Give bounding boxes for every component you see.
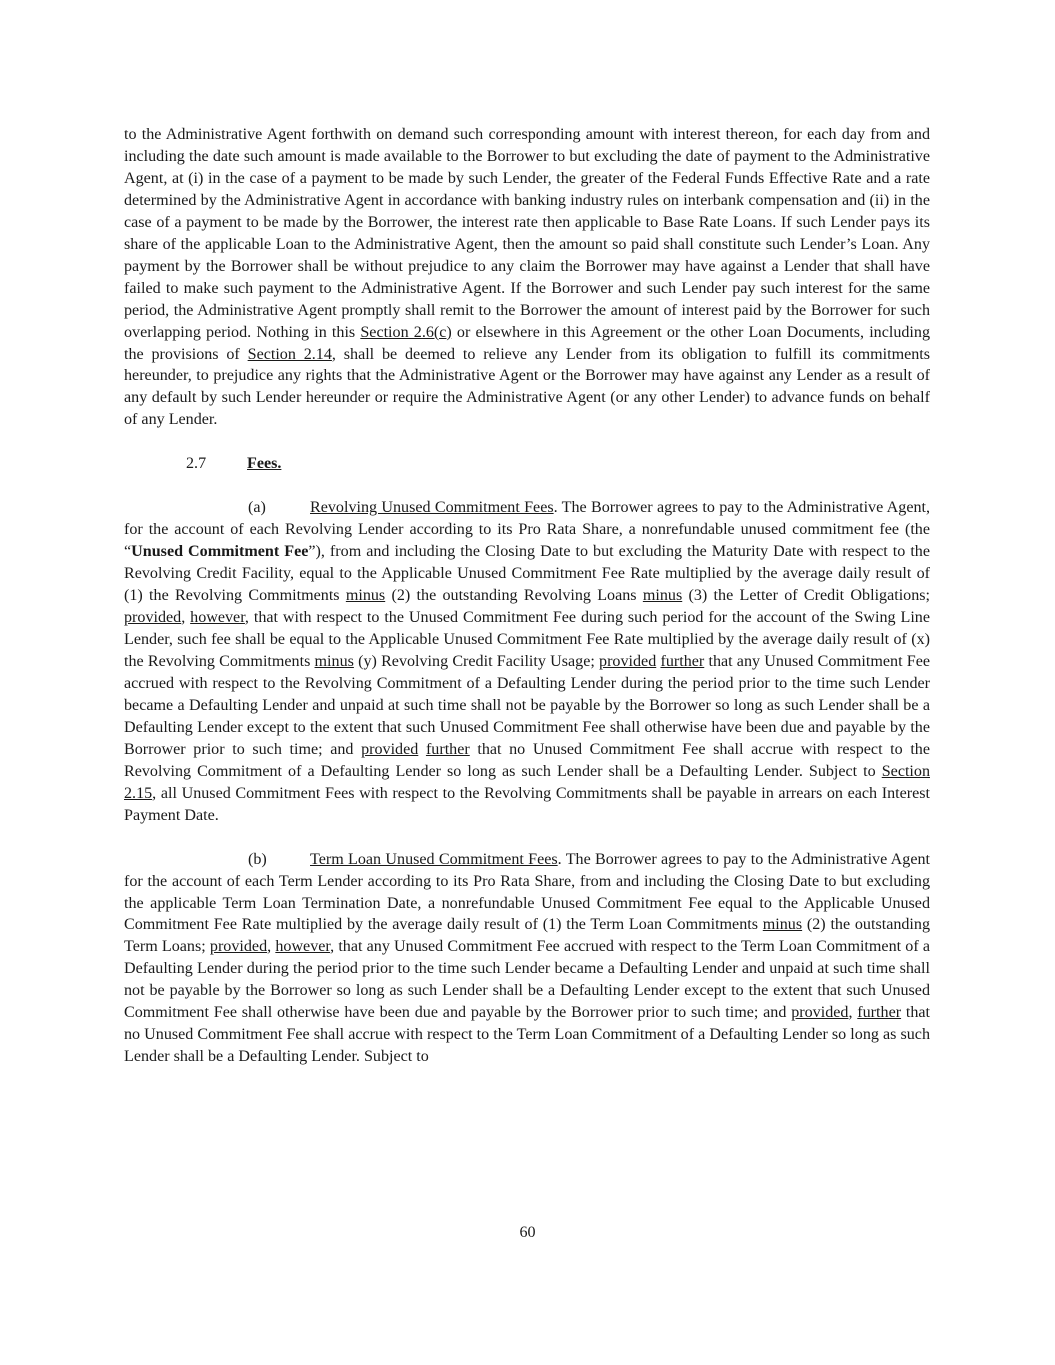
text-run: . The Borrower agrees to pay to the Administrative Agent for the account of each Term Lender according to its Pro Rata Share, from and including the Closing Date to but excluding the applicable Term Loan Termination Date, a nonrefundable Unused Commitment Fee equal to the Applicable Unused Commitment Fee Rate multiplied by the average daily result of (1) the Term Loan Commitments bbox=[124, 850, 931, 934]
text-run: or elsewhere in this Agreement or the other Loan Documents, including the provisions of bbox=[124, 323, 930, 363]
text-run: that no Unused Commitment Fee shall accrue with respect to the Term Loan Commitment of a Defaulting Lender so long as such Lender shall be a Defaulting Lender. Subject to bbox=[124, 1004, 931, 1066]
section-heading bbox=[124, 453, 930, 475]
section-title: Fees. bbox=[247, 455, 282, 473]
underlined-term: minus bbox=[642, 587, 683, 605]
section-ref-2-15: Section 2.15 bbox=[124, 762, 930, 802]
text-run: , bbox=[848, 1004, 858, 1022]
paragraph-label: (a) bbox=[248, 499, 266, 517]
text-run: , that with respect to the Unused Commitment Fee during such period for the account of the Swing Line Lender, such fee shall be equal to the Applicable Unused Commitment Fee Rate multiplied by the average daily result of (x) the Revolving Commitments bbox=[124, 609, 930, 670]
text-run: (y) Revolving Credit Facility Usage; bbox=[353, 652, 600, 670]
underlined-term: further bbox=[660, 652, 705, 670]
underlined-term: further bbox=[425, 740, 470, 758]
text-run: that any Unused Commitment Fee accrued with respect to the Revolving Commitment of a Defaulting Lender during the period prior to the time such Lender became a Defaulting Lender and unpaid at such time shall not be payable by the Borrower so long as such Lender shall be a Defaulting Lender except to the extent that such Unused Commitment Fee shall otherwise have been due and payable by the Borrower prior to such time; and bbox=[124, 652, 930, 758]
paragraph-a bbox=[124, 497, 930, 826]
page-number: 60 bbox=[519, 1224, 536, 1241]
underlined-term: minus bbox=[762, 916, 803, 934]
underlined-term: provided bbox=[361, 740, 419, 758]
underlined-term: provided bbox=[599, 652, 657, 670]
text-run: , bbox=[267, 938, 276, 956]
paragraph-heading: Revolving Unused Commitment Fees bbox=[310, 499, 554, 517]
paragraph-heading: Term Loan Unused Commitment Fees bbox=[310, 850, 558, 868]
section-number: 2.7 bbox=[186, 455, 207, 473]
text-run: that no Unused Commitment Fee shall accrue with respect to the Revolving Commitment of a Defaulting Lender so long as such Lender shall be a Defaulting Lender. Subject to bbox=[124, 740, 930, 780]
defined-term: Unused Commitment Fee bbox=[131, 543, 309, 561]
text-run: (2) the outstanding Revolving Loans bbox=[385, 587, 643, 605]
text-run bbox=[418, 741, 426, 758]
paragraph-label: (b) bbox=[248, 850, 267, 868]
text-run: , that any Unused Commitment Fee accrued with respect to the Term Loan Commitment of a Defaulting Lender during the period prior to the time such Lender became a Defaulting Lender and unpaid at such time shall not be payable by the Borrower so long as such Lender shall be a Defaulting Lender except to the extent that such Unused Commitment Fee shall otherwise have been due and payable by the Borrower prior to such time; and bbox=[124, 938, 931, 1022]
section-ref-2-6c: Section 2.6(c) bbox=[360, 323, 452, 341]
underlined-term: provided bbox=[209, 938, 268, 956]
section-ref-2-14: Section 2.14 bbox=[247, 345, 332, 363]
underlined-term: however bbox=[190, 609, 245, 627]
text-run: (3) the Letter of Credit Obligations; bbox=[682, 587, 930, 605]
underlined-term: provided bbox=[124, 609, 182, 627]
underlined-term: provided bbox=[791, 1004, 849, 1022]
underlined-term: minus bbox=[345, 587, 386, 605]
text-run: . The Borrower agrees to pay to the Administrative Agent, for the account of each Revolving Lender according to its Pro Rata Share, a nonrefundable unused commitment fee (the “ bbox=[124, 499, 931, 561]
document-page bbox=[124, 124, 930, 1090]
text-run: ”), from and including the Closing Date to but excluding the Maturity Date with respect to the Revolving Credit Facility, equal to the Applicable Unused Commitment Fee Rate multiplied by the average daily result of (1) the Revolving Commitments bbox=[124, 543, 930, 605]
text-run: , bbox=[181, 609, 191, 627]
underlined-term: however bbox=[275, 938, 331, 956]
underlined-term: minus bbox=[314, 652, 354, 670]
continuation-paragraph bbox=[124, 124, 930, 431]
text-run: , all Unused Commitment Fees with respect to the Revolving Commitments shall be payable in arrears on each Interest Payment Date. bbox=[124, 784, 930, 824]
underlined-term: further bbox=[857, 1004, 902, 1022]
paragraph-b bbox=[124, 849, 930, 1069]
text-run: , shall be deemed to relieve any Lender from its obligation to fulfill its commitments hereunder, to prejudice any rights that the Administrative Agent or the Borrower may have against any Lender as a result of any default by such Lender hereunder or require the Administrative Agent (or any other Lender) to advance funds on behalf of any Lender. bbox=[124, 345, 931, 429]
text-run: (2) the outstanding Term Loans; bbox=[124, 916, 930, 956]
text-run: to the Administrative Agent forthwith on demand such corresponding amount with interest thereon, for each day from and including the date such amount is made available to the Borrower to but excluding the date of payment to the Administrative Agent, at (i) in the case of a payment to be made by such Lender, the greater of the Federal Funds Effective Rate and a rate determined by the Administrative Agent in accordance with banking industry rules on interbank compensation and (ii) in the case of a payment to be made by the Borrower, the interest rate then applicable to Base Rate Loans. If such Lender pays its share of the applicable Loan to the Administrative Agent, then the amount so paid shall constitute such Lender’s Loan. Any payment by the Borrower shall be without prejudice to any claim the Borrower may have against a Lender that shall have failed to make such payment to the Administrative Agent. If the Borrower and such Lender pay such interest for the same period, the Administrative Agent promptly shall remit to the Borrower the amount of interest paid by the Borrower for such overlapping period. Nothing in this bbox=[124, 126, 930, 341]
